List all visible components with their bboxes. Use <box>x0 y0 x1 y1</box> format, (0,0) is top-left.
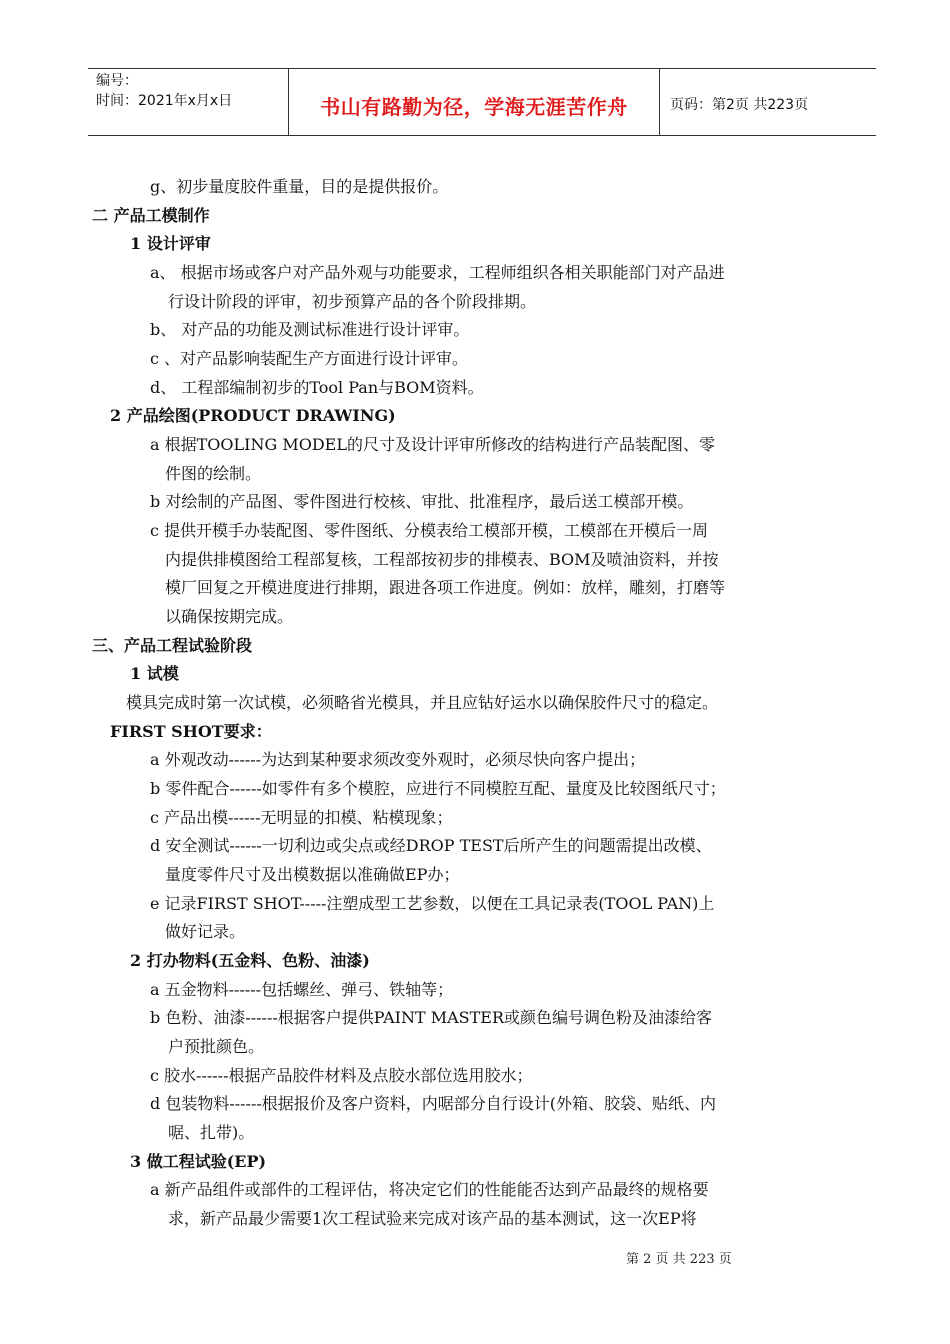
section-heading: 三、产品工程试验阶段 <box>92 636 253 655</box>
body-line: 行设计阶段的评审，初步预算产品的各个阶段排期。 <box>168 292 537 311</box>
body-line: g、初步量度胶件重量，目的是提供报价。 <box>150 177 449 196</box>
body-line: a 外观改动------为达到某种要求须改变外观时，必须尽快向客户提出； <box>150 750 646 769</box>
body-line: b 色粉、油漆------根据客户提供PAINT MASTER或颜色编号调色粉及油漆给客 <box>150 1008 712 1027</box>
requirement-heading: FIRST SHOT要求： <box>110 722 272 741</box>
body-line: 模具完成时第一次试模，必须略省光模具，并且应钻好运水以确保胶件尺寸的稳定。 <box>126 693 719 712</box>
subsection-heading: 2 打办物料(五金料、色粉、油漆) <box>130 951 370 970</box>
body-line: b 对绘制的产品图、零件图进行校核、审批、批准程序，最后送工模部开模。 <box>150 492 694 511</box>
body-line: c 提供开模手办装配图、零件图纸、分模表给工模部开模，工模部在开模后一周 <box>150 521 709 540</box>
subsection-heading: 1 试模 <box>130 664 179 683</box>
body-line: b、 对产品的功能及测试标准进行设计评审。 <box>150 320 470 339</box>
subsection-heading: 1 设计评审 <box>130 234 211 253</box>
section-heading: 二 产品工模制作 <box>92 206 210 225</box>
body-line: c 胶水------根据产品胶件材料及点胶水部位选用胶水； <box>150 1066 533 1085</box>
body-line: a 根据TOOLING MODEL的尺寸及设计评审所修改的结构进行产品装配图、零 <box>150 435 715 454</box>
header-page-info: 页码：第2页 共223页 <box>670 97 809 113</box>
body-line: 求，新产品最少需要1次工程试验来完成对该产品的基本测试，这一次EP将 <box>168 1209 697 1228</box>
body-line: e 记录FIRST SHOT-----注塑成型工艺参数，以便在工具记录表(TOOL PAN)上 <box>150 894 715 913</box>
number-label: 编号： <box>96 73 138 89</box>
body-line: 以确保按期完成。 <box>165 607 294 626</box>
body-line: 量度零件尺寸及出模数据以准确做EP办； <box>165 865 460 884</box>
body-line: d 包装物料------根据报价及客户资料，内啹部分自行设计(外箱、胶袋、贴纸、内 <box>150 1094 717 1113</box>
time-label: 时间：2021年x月x日 <box>96 93 233 109</box>
body-line: d 安全测试------一切利边或尖点或经DROP TEST后所产生的问题需提出改模、 <box>150 836 712 855</box>
body-line: c 产品出模------无明显的扣模、粘模现象； <box>150 808 453 827</box>
header-motto: 书山有路勤为径，学海无涯苦作舟 <box>288 69 660 135</box>
header-left <box>96 71 286 111</box>
subsection-heading: 3 做工程试验(EP) <box>130 1152 267 1171</box>
body-line: b 零件配合------如零件有多个模腔，应进行不同模腔互配、量度及比较图纸尺寸； <box>150 779 726 798</box>
body-line: 件图的绘制。 <box>165 464 262 483</box>
body-line: 模厂回复之开模进度进行排期，跟进各项工作进度。例如：放样，雕刻，打磨等 <box>165 578 726 597</box>
body-line: c 、对产品影响装配生产方面进行设计评审。 <box>150 349 469 368</box>
page-footer: 第 2 页 共 223 页 <box>626 1252 732 1267</box>
body-line: 做好记录。 <box>165 922 246 941</box>
body-line: d、 工程部编制初步的Tool Pan与BOM资料。 <box>150 378 484 397</box>
subsection-heading: 2 产品绘图(PRODUCT DRAWING) <box>110 406 396 425</box>
body-line: 内提供排模图给工程部复核，工程部按初步的排模表、BOM及喷油资料，并按 <box>165 550 719 569</box>
body-line: 户预批颜色。 <box>168 1037 265 1056</box>
page-header <box>88 68 876 136</box>
body-line: a、 根据市场或客户对产品外观与功能要求，工程师组织各相关职能部门对产品进 <box>150 263 725 282</box>
body-line: 啹、扎带)。 <box>168 1123 255 1142</box>
body-line: a 五金物料------包括螺丝、弹弓、铁轴等； <box>150 980 454 999</box>
body-line: a 新产品组件或部件的工程评估，将决定它们的性能能否达到产品最终的规格要 <box>150 1180 709 1199</box>
